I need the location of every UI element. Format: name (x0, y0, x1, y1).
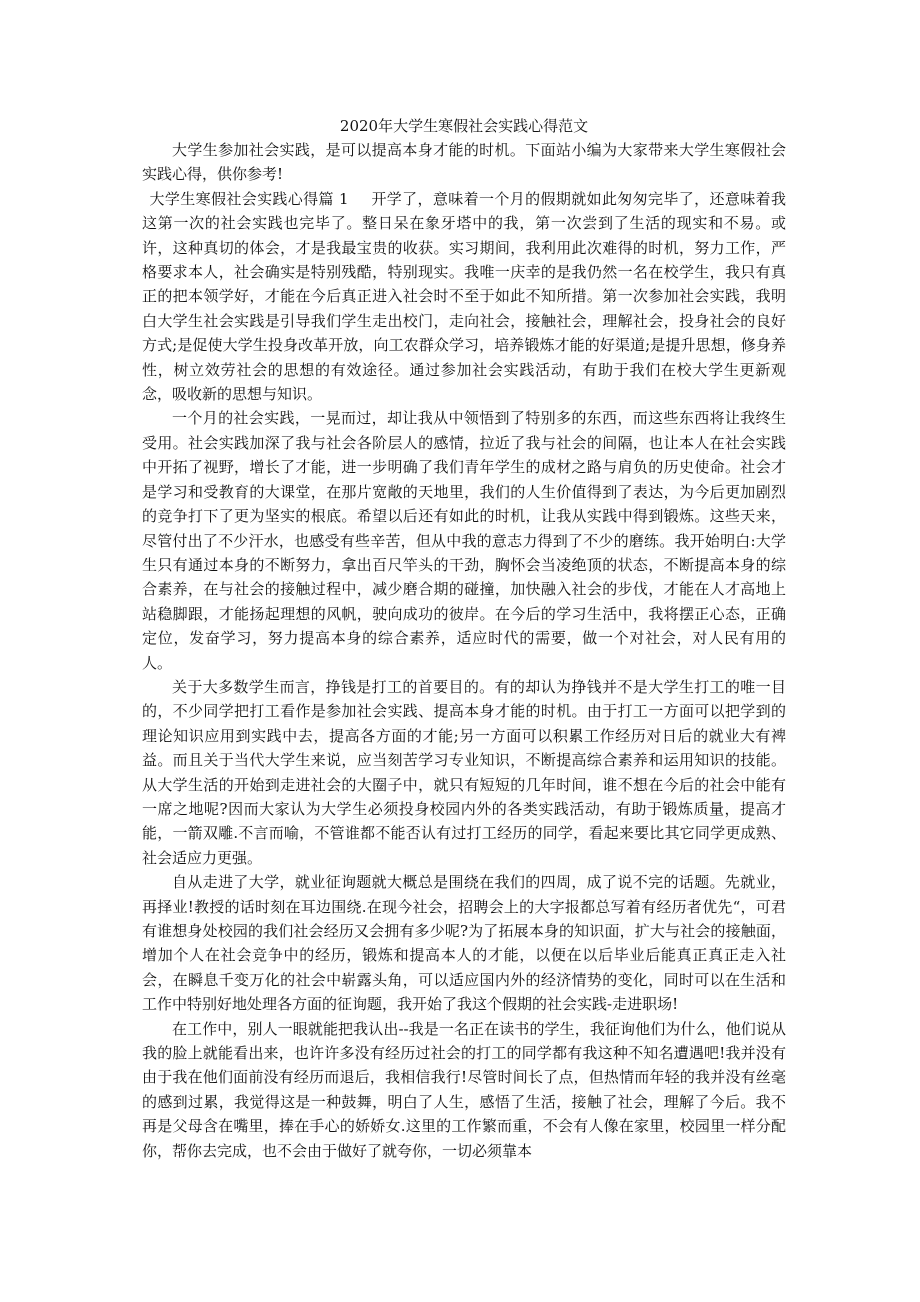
paragraph-2: 一个月的社会实践，一晃而过，却让我从中领悟到了特别多的东西，而这些东西将让我终生受用。社会实践加深了我与社会各阶层人的感情，拉近了我与社会的间隔，也让本人在社会实践中开拓了视野，增长了才能，进一步明确了我们青年学生的成材之路与肩负的历史使命。社会才是学习和受教育的大课堂，在那片宽敞的天地里，我们的人生价值得到了表达，为今后更加剧烈的竞争打下了更为坚实的根底。希望以后还有如此的时机，让我从实践中得到锻炼。这些天来，尽管付出了不少汗水，也感受有些辛苦，但从中我的意志力得到了不少的磨练。我开始明白:大学生只有通过本身的不断努力，拿出百尺竿头的干劲，胸怀会当凌绝顶的状态，不断提高本身的综合素养，在与社会的接触过程中，减少磨合期的碰撞，加快融入社会的步伐，才能在人才高地上站稳脚跟，才能扬起理想的风帆，驶向成功的彼岸。在今后的学习生活中，我将摆正心态，正确定位，发奋学习，努力提高本身的综合素养，适应时代的需要，做一个对社会，对人民有用的人。 (142, 409, 786, 672)
paragraph-1-text: 开学了，意味着一个月的假期就如此匆匆完毕了，还意味着我这第一次的社会实践也完毕了。整日呆在象牙塔中的我，第一次尝到了生活的现实和不易。或许，这种真切的体会，才是我最宝贵的收获。实习期间，我利用此次难得的时机，努力工作，严格要求本人，社会确实是特别残酷，特别现实。我唯一庆幸的是我仍然一名在校学生，我只有真正的把本领学好，才能在今后真正进入社会时不至于如此不知所措。第一次参加社会实践，我明白大学生社会实践是引导我们学生走出校门，走向社会，接触社会，理解社会，投身社会的良好方式;是促使大学生投身改革开放，向工农群众学习，培养锻炼才能的好渠道;是提升思想，修身养性，树立效劳社会的思想的有效途径。通过参加社会实践活动，有助于我们在校大学生更新观念，吸收新的思想与知识。 (142, 189, 786, 404)
intro-paragraph: 大学生参加社会实践，是可以提高本身才能的时机。下面站小编为大家带来大学生寒假社会实践心得，供你参考! (142, 141, 786, 184)
paragraph-3: 关于大多数学生而言，挣钱是打工的首要目的。有的却认为挣钱并不是大学生打工的唯一目的，不少同学把打工看作是参加社会实践、提高本身才能的时机。由于打工一方面可以把学到的理论知识应用到实践中去，提高各方面的才能;另一方面可以积累工作经历对日后的就业大有裨益。而且关于当代大学生来说，应当刻苦学习专业知识，不断提高综合素养和运用知识的技能。从大学生活的开始到走进社会的大圈子中，就只有短短的几年时间，谁不想在今后的社会中能有一席之地呢?因而大家认为大学生必须投身校园内外的各类实践活动，有助于锻炼质量，提高才能，一箭双雕.不言而喻，不管谁都不能否认有过打工经历的同学，看起来要比其它同学更成熟、社会适应力更强。 (142, 677, 786, 867)
document-title: 2020年大学生寒假社会实践心得范文 (339, 117, 589, 135)
paragraph-5: 在工作中，别人一眼就能把我认出--我是一名正在读书的学生，我征询他们为什么，他们说从我的脸上就能看出来，也许许多没有经历过社会的打工的同学都有我这种不知名遭遇吧!我并没有由于我在他们面前没有经历而退后，我相信我行!尽管时间长了点，但热情而年轻的我并没有丝毫的感到过累，我觉得这是一种鼓舞，明白了人生，感悟了生活，接触了社会，理解了今后。我不再是父母含在嘴里，捧在手心的娇娇女.这里的工作繁而重，不会有人像在家里，校园里一样分配你，帮你去完成，也不会由于做好了就夸你，一切必须靠本 (142, 1019, 786, 1160)
section-heading: 大学生寒假社会实践心得篇 1 (149, 189, 349, 208)
paragraph-1 (142, 187, 786, 407)
paragraph-4: 自从走进了大学，就业征询题就大概总是围绕在我们的四周，成了说不完的话题。先就业，再择业!教授的话时刻在耳边围绕.在现今社会，招聘会上的大字报都总写着有经历者优先“，可君有谁想身处校园的我们社会经历又会拥有多少呢?为了拓展本身的知识面，扩大与社会的接触面，增加个人在社会竞争中的经历，锻炼和提高本人的才能，以便在以后毕业后能真正真正走入社会，在瞬息千变万化的社会中崭露头角，可以适应国内外的经济情势的变化，同时可以在生活和工作中特别好地处理各方面的征询题，我开始了我这个假期的社会实践-走进职场! (142, 873, 786, 1014)
document-body (142, 114, 786, 1163)
